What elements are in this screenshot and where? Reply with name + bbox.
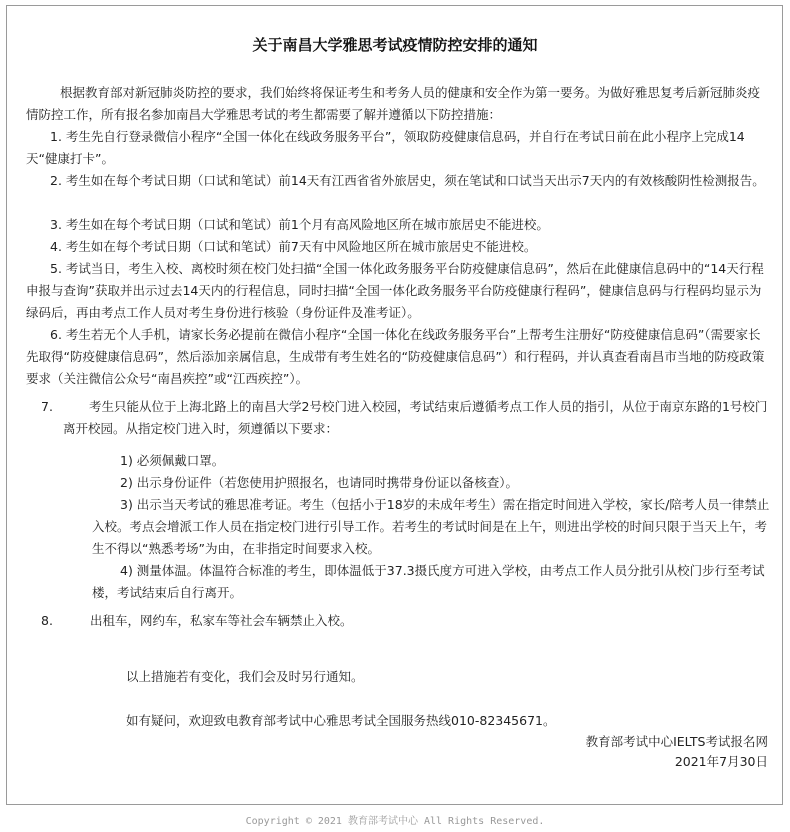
date: 2021年7月30日 xyxy=(674,754,768,769)
change-notice: 以上措施若有变化，我们会及时另行通知。 xyxy=(126,669,364,684)
list-item-6: 6. 考生若无个人手机，请家长务必提前在微信小程序“全国一体化在线政务服务平台”上帮考生注册好“防疫健康信息码”（需要家长先取得“防疫健康信息码”，然后添加亲属信息，生成带有考生姓名的“防疫健康信息码”）和行程码，并认真查看南昌市当地的防疫政策要求（关注微信公众号“南昌疾控”或“江西疾控”）。 xyxy=(26,327,765,386)
contact-notice: 如有疑问，欢迎致电教育部考试中心雅思考试全国服务热线010-82345671。 xyxy=(126,713,556,728)
sub-item-1: 1) 必须佩戴口罩。 xyxy=(120,453,225,468)
list-item-8-number: 8. xyxy=(41,613,53,628)
list-item-7: 考生只能从位于上海北路上的南昌大学2号校门进入校园，考试结束后遵循考点工作人员的指引，从位于南京东路的1号校门离开校园。从指定校门进入时，须遵循以下要求： xyxy=(63,399,768,436)
sub-item-2: 2) 出示身份证件（若您使用护照报名，也请同时携带身份证以备核查）。 xyxy=(120,475,519,490)
list-item-5: 5. 考试当日，考生入校、离校时须在校门处扫描“全国一体化政务服务平台防疫健康信息码”，然后在此健康信息码中的“14天行程申报与查询”获取并出示过去14天内的行程信息，同时扫描“全国一体化政务服务平台防疫健康行程码”，健康信息码与行程码均显示为绿码后，再由考点工作人员对考生身份进行核验（身份证件及准考证）。 xyxy=(26,261,764,320)
list-item-3: 3. 考生如在每个考试日期（口试和笔试）前1个月有高风险地区所在城市旅居史不能进校。 xyxy=(50,217,549,232)
page-title: 关于南昌大学雅思考试疫情防控安排的通知 xyxy=(252,36,538,54)
signature: 教育部考试中心IELTS考试报名网 xyxy=(585,734,768,749)
list-item-2: 2. 考生如在每个考试日期（口试和笔试）前14天有江西省省外旅居史，须在笔试和口试当天出示7天内的有效核酸阴性检测报告。 xyxy=(50,173,765,188)
copyright-footer: Copyright © 2021 教育部考试中心 All Rights Reserved. xyxy=(245,816,545,827)
list-item-1: 1. 考生先自行登录微信小程序“全国一体化在线政务服务平台”，领取防疫健康信息码，并自行在考试日前在此小程序上完成14天“健康打卡”。 xyxy=(26,129,745,166)
sub-item-3: 3) 出示当天考试的雅思准考证。考生（包括小于18岁的未成年考生）需在指定时间进入学校，家长/陪考人员一律禁止入校。考点会增派工作人员在指定校门进行引导工作。若考生的考试时间是在上午，则进出学校的时间只限于当天上午，考生不得以“熟悉考场”为由，在非指定时间要求入校。 xyxy=(92,497,770,556)
sub-item-4: 4) 测量体温。体温符合标准的考生，即体温低于37.3摄氏度方可进入学校，由考点工作人员分批引从校门步行至考试楼，考试结束后自行离开。 xyxy=(92,563,765,600)
list-item-4: 4. 考生如在每个考试日期（口试和笔试）前7天有中风险地区所在城市旅居史不能进校。 xyxy=(50,239,537,254)
intro-paragraph: 根据教育部对新冠肺炎防控的要求，我们始终将保证考生和考务人员的健康和安全作为第一要务。为做好雅思复考后新冠肺炎疫情防控工作，所有报名参加南昌大学雅思考试的考生都需要了解并遵循以下防控措施： xyxy=(26,85,761,122)
list-item-7-number: 7. xyxy=(41,399,53,414)
list-item-8: 出租车，网约车，私家车等社会车辆禁止入校。 xyxy=(90,613,353,628)
